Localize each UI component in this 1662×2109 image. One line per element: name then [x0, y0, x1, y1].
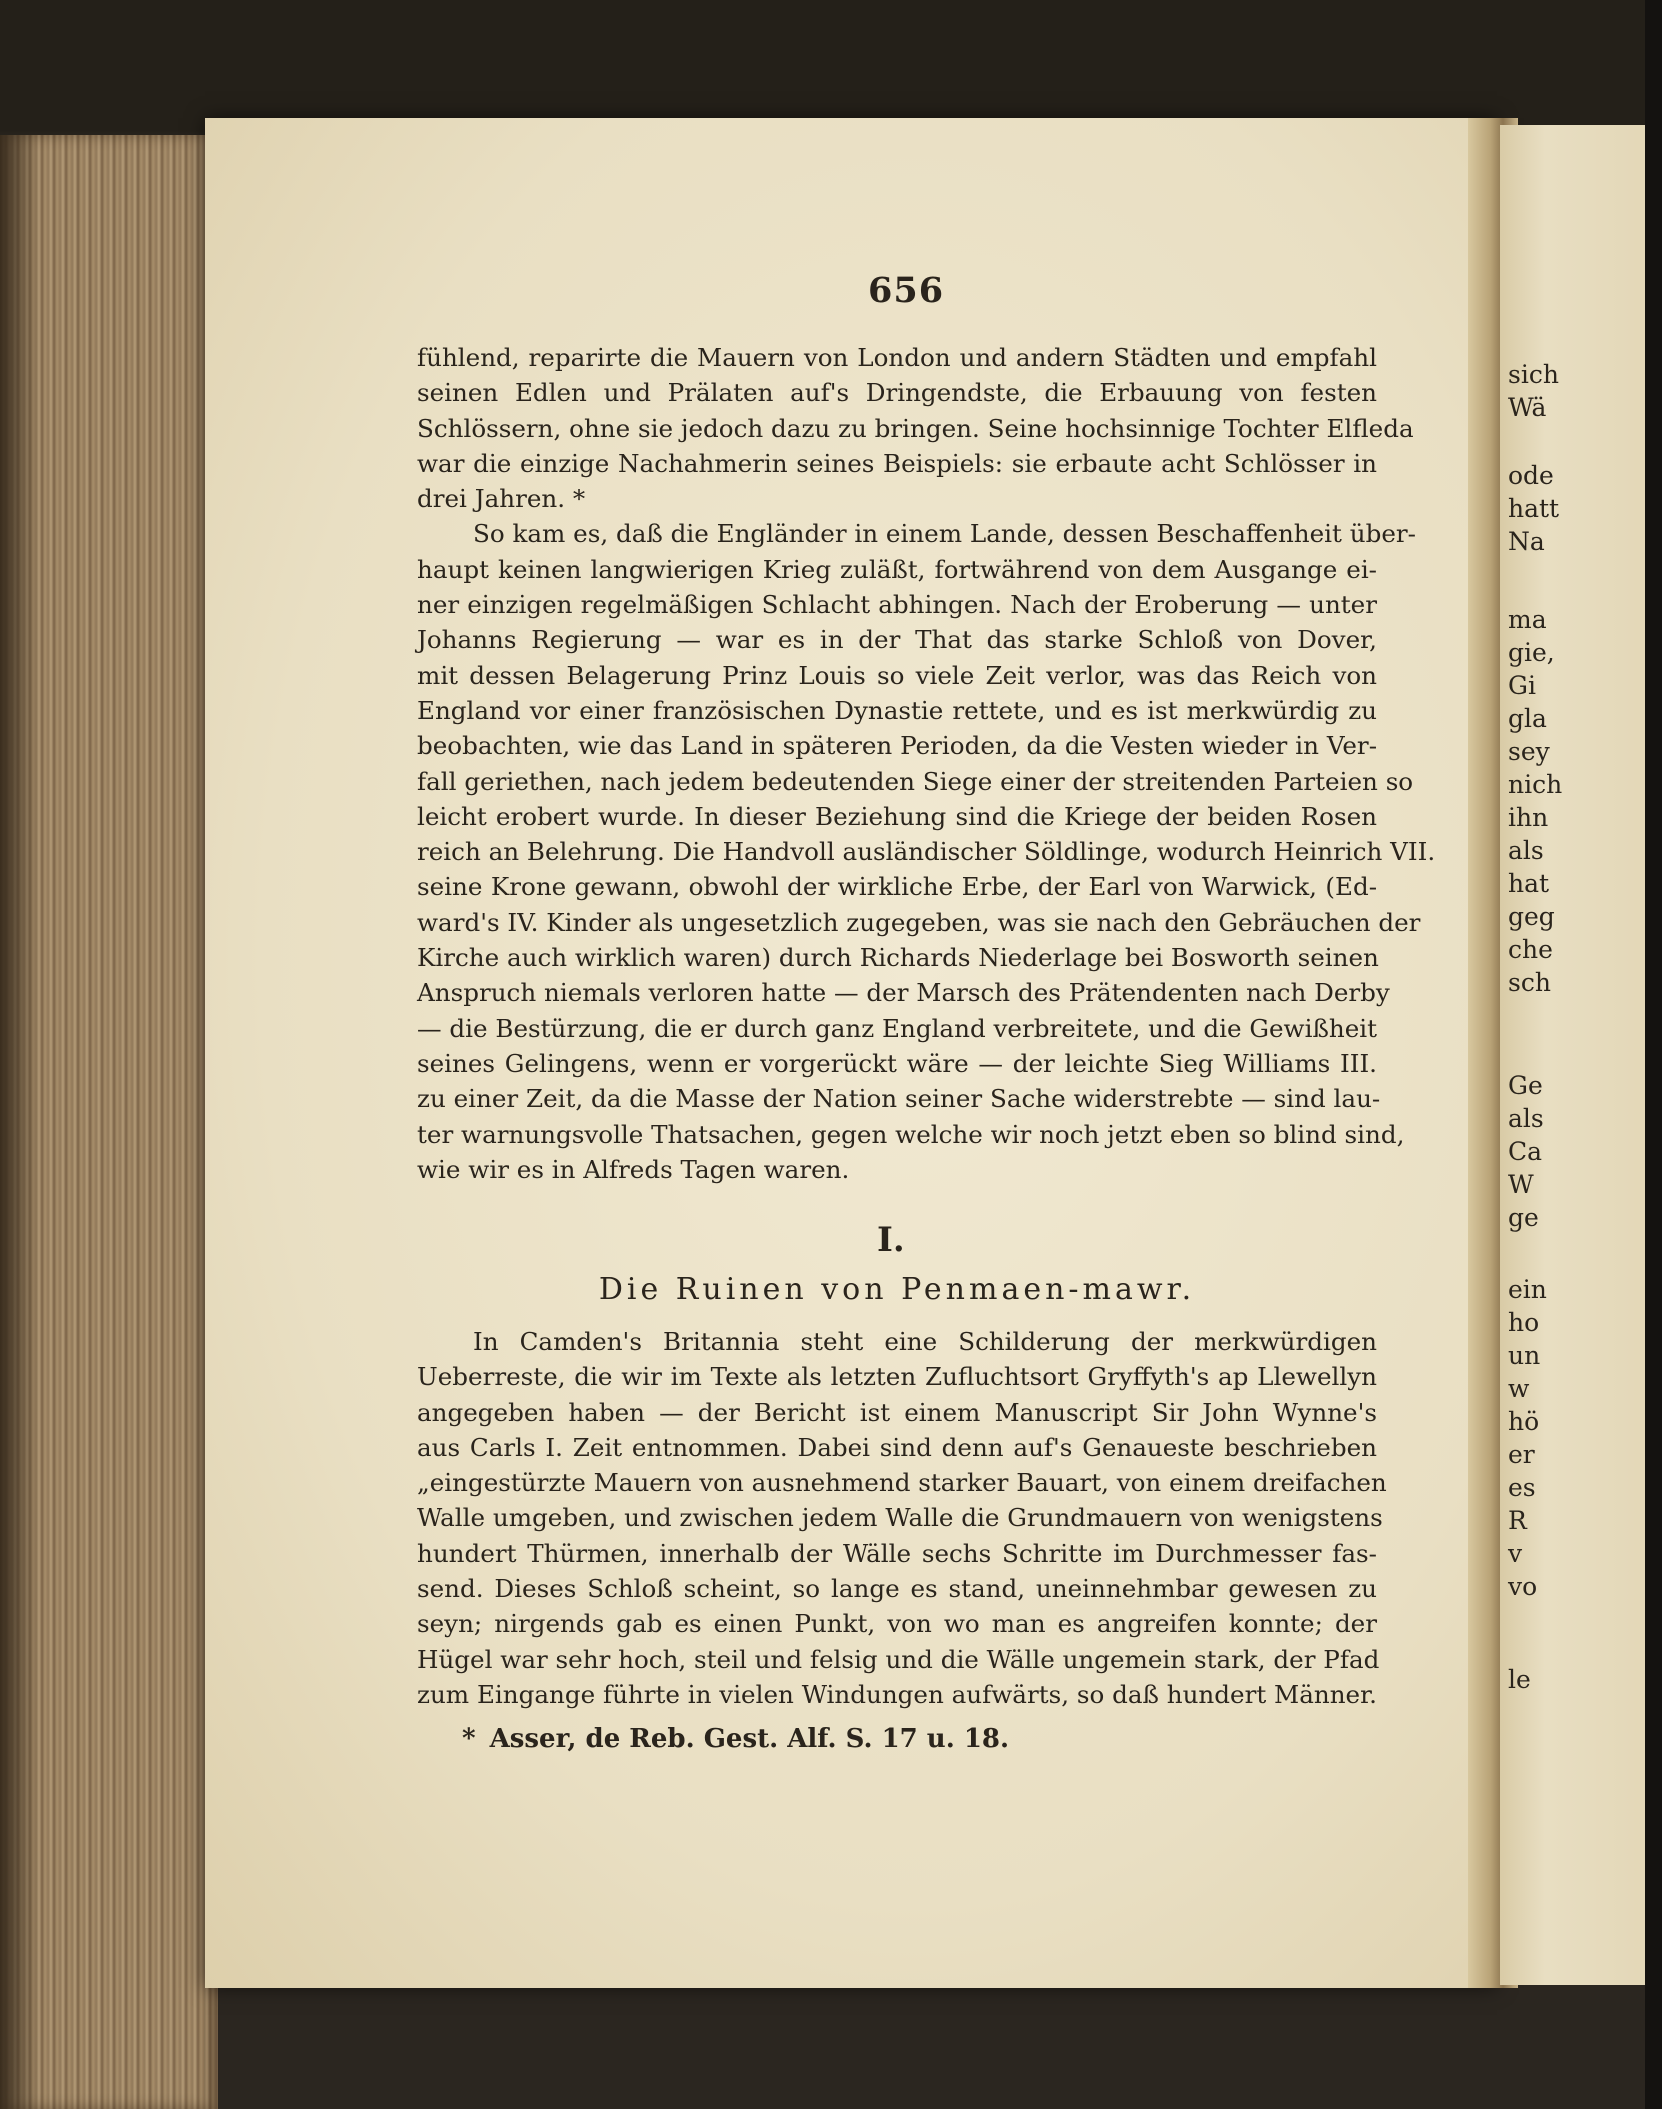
right-fragment: R — [1508, 1506, 1527, 1535]
right-fragment: w — [1508, 1374, 1530, 1403]
right-fragment: Na — [1508, 527, 1545, 556]
page-number: 656 — [868, 270, 945, 311]
text-line: war die einzige Nachahmerin seines Beispiels: sie erbaute acht Schlösser in — [417, 448, 1377, 478]
text-line: seines Gelingens, wenn er vorgerückt wäre — der leichte Sieg Williams III. — [417, 1048, 1377, 1078]
text-line: England vor einer französischen Dynastie rettete, und es ist merkwürdig zu — [417, 695, 1377, 725]
text-line: So kam es, daß die Engländer in einem Lande, dessen Beschaffenheit über- — [473, 519, 1416, 549]
footnote-marker: * — [462, 1724, 476, 1754]
right-fragment: ihn — [1508, 803, 1549, 832]
right-page-strip — [1500, 125, 1650, 1985]
text-line: Anspruch niemals verloren hatte — der Marsch des Prätendenten nach Derby — [417, 978, 1390, 1008]
text-line: — die Bestürzung, die er durch ganz England verbreitete, und die Gewißheit — [417, 1013, 1378, 1043]
right-fragment: gla — [1508, 704, 1547, 733]
text-line: drei Jahren. * — [417, 484, 586, 514]
text-line: Hügel war sehr hoch, steil und felsig und die Wälle ungemein stark, der Pfad — [417, 1644, 1380, 1674]
text-line: wie wir es in Alfreds Tagen waren. — [417, 1154, 850, 1184]
right-fragment: gie, — [1508, 638, 1555, 667]
text-line: In Camden's Britannia steht eine Schilderung der merkwürdigen — [473, 1327, 1377, 1356]
right-fragment: ma — [1508, 605, 1547, 634]
right-fragment: nich — [1508, 770, 1563, 799]
right-fragment: che — [1508, 935, 1553, 964]
page-edges-shadow — [0, 135, 40, 2109]
text-line: seinen Edlen und Prälaten auf's Dringendste, die Erbauung von festen — [417, 378, 1377, 408]
right-fragment: v — [1508, 1539, 1523, 1568]
text-line: fühlend, reparirte die Mauern von London und andern Städten und empfahl — [417, 343, 1377, 372]
text-line: ner einzigen regelmäßigen Schlacht abhingen. Nach der Eroberung — unter — [417, 590, 1377, 620]
right-fragment: W — [1508, 1170, 1534, 1199]
text-line: Ueberreste, die wir im Texte als letzten Zufluchtsort Gryffyth's ap Llewellyn — [417, 1362, 1377, 1392]
right-fragment: geg — [1508, 902, 1555, 931]
right-fragment: ein — [1508, 1275, 1547, 1304]
text-line: „eingestürzte Mauern von ausnehmend starker Bauart, von einem dreifachen — [417, 1468, 1387, 1498]
right-fragment: hatt — [1508, 494, 1560, 523]
main-text — [417, 340, 1436, 1187]
text-line: seyn; nirgends gab es einen Punkt, von wo man es angreifen konnte; der — [417, 1609, 1377, 1639]
right-fragment: Gi — [1508, 671, 1536, 700]
scan-right-border — [1645, 0, 1662, 2109]
right-fragment: sey — [1508, 737, 1550, 766]
footnote-text: Asser, de Reb. Gest. Alf. S. 17 u. 18. — [489, 1724, 1010, 1754]
right-fragment: es — [1508, 1473, 1536, 1502]
right-fragment: Ge — [1508, 1071, 1543, 1100]
section-title: Die Ruinen von Penmaen-mawr. — [598, 1272, 1196, 1307]
text-line: Johanns Regierung — war es in der That das starke Schloß von Dover, — [417, 625, 1377, 655]
text-line: haupt keinen langwierigen Krieg zuläßt, fortwährend von dem Ausgange ei- — [417, 554, 1377, 584]
right-fragment: Ca — [1508, 1137, 1543, 1166]
right-fragment: als — [1508, 1104, 1544, 1133]
text-line: mit dessen Belagerung Prinz Louis so viele Zeit verlor, was das Reich von — [417, 660, 1377, 690]
right-fragment: ho — [1508, 1308, 1540, 1337]
text-line: zum Eingange führte in vielen Windungen aufwärts, so daß hundert Männer. — [417, 1679, 1377, 1709]
footnote — [462, 1724, 1009, 1754]
text-line: leicht erobert wurde. In dieser Beziehung sind die Kriege der beiden Rosen — [417, 801, 1377, 831]
text-line: Schlössern, ohne sie jedoch dazu zu bringen. Seine hochsinnige Tochter Elfleda — [417, 413, 1414, 443]
text-line: fall geriethen, nach jedem bedeutenden Siege einer der streitenden Parteien so — [417, 766, 1414, 796]
right-fragment: ode — [1508, 461, 1554, 490]
right-fragment: sich — [1508, 360, 1559, 389]
text-line: ward's IV. Kinder als ungesetzlich zugegeben, was sie nach den Gebräuchen der — [417, 907, 1421, 937]
text-line: ter warnungsvolle Thatsachen, gegen welche wir noch jetzt eben so blind sind, — [417, 1119, 1405, 1149]
text-line: send. Dieses Schloß scheint, so lange es stand, uneinnehmbar gewesen zu — [417, 1574, 1377, 1604]
right-fragment: als — [1508, 836, 1544, 865]
text-line: aus Carls I. Zeit entnommen. Dabei sind denn auf's Genaueste beschrieben — [417, 1432, 1377, 1462]
text-line: hundert Thürmen, innerhalb der Wälle sechs Schritte im Durchmesser fas- — [417, 1538, 1377, 1568]
right-fragment: le — [1508, 1665, 1531, 1694]
section-text — [417, 1324, 1387, 1712]
text-line: Kirche auch wirklich waren) durch Richards Niederlage bei Bosworth seinen — [417, 943, 1379, 973]
text-line: reich an Belehrung. Die Handvoll ausländischer Söldlinge, wodurch Heinrich VII. — [417, 837, 1436, 867]
right-fragment: hö — [1508, 1407, 1540, 1436]
text-line: zu einer Zeit, da die Masse der Nation seiner Sache widerstrebte — sind lau- — [417, 1084, 1381, 1114]
right-fragment: sch — [1508, 968, 1551, 997]
text-line: Walle umgeben, und zwischen jedem Walle die Grundmauern von wenigstens — [417, 1503, 1383, 1533]
text-line: seine Krone gewann, obwohl der wirkliche Erbe, der Earl von Warwick, (Ed- — [417, 872, 1377, 902]
right-fragment: hat — [1508, 869, 1550, 898]
text-line: angegeben haben — der Bericht ist einem Manuscript Sir John Wynne's — [417, 1397, 1377, 1427]
right-fragment: ge — [1508, 1203, 1539, 1232]
right-fragment: un — [1508, 1341, 1541, 1370]
right-fragment: Wä — [1508, 393, 1547, 422]
section-numeral: I. — [877, 1220, 905, 1260]
right-fragment: vo — [1508, 1572, 1538, 1601]
right-fragment: er — [1508, 1440, 1535, 1469]
text-line: beobachten, wie das Land in späteren Perioden, da die Vesten wieder in Ver- — [417, 731, 1377, 761]
